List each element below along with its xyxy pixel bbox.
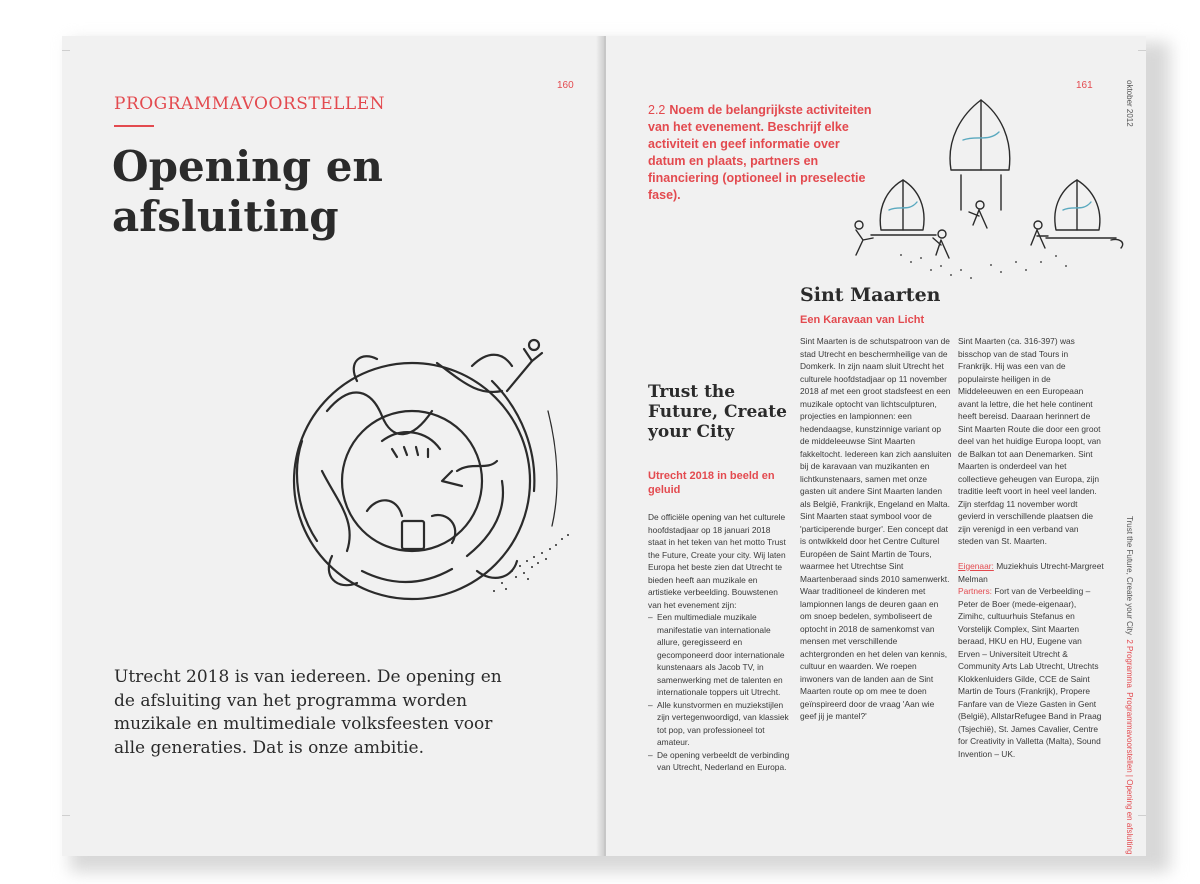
sint-maarten-subtitle: Een Karavaan van Licht: [800, 314, 925, 326]
trust-bullet: – Een multimediale muzikale manifestatie van internationale allure, geregisseerd en gecomponeerd door internationale kunstenaars als Jacob TV, in samenwerking met de talenten en internationale toppers uit Utrecht.: [648, 611, 790, 699]
crop-mark: [62, 50, 70, 51]
running-head-b: 2 Programma: [1125, 639, 1134, 688]
side-date: oktober 2012: [1125, 80, 1134, 127]
sint-body-1: Sint Maarten is de schutspatroon van de stad Utrecht en beschermheilige van de Domkerk. In zijn naam sluit Utrecht het culturele hoofdstadjaar op 11 november 2018 af met een groot stadsfeest en een muzikale optocht van lichtsculpturen, projecties en lampionnen: een hedendaagse, kunstzinnige variant op de middeleeuwse Sint Maarten fakkeltocht. Iedereen kan zich aansluiten bij de karavaan van muzikanten en lichtkunstenaars, samen met onze gasten uit andere Sint Maarten landen als België, Frankrijk, Engeland en Malta. Sint Maarten staat symbool voor de 'participerende burger'. Een concept dat is ontwikkeld door het Centre Culturel Européen de Saint Martin de Tours, waarmee het Utrechtse Sint Maartenberaad sinds 2010 samenwerkt. Waar traditioneel de kinderen met lampionnen langs de deuren gaan en om snoep bedelen, symboliseert de optocht in 2018 de samenkomst van mensen met verschillende achtergronden en het delen van kennis, cultuur en waarden. We roepen inwoners van de landen aan de Sint Maarten route op om mee te doen geïnspireerd door de vraag 'Aan wie geef jij je mantel?': [800, 336, 952, 721]
crop-mark: [1138, 815, 1146, 816]
right-page: [606, 36, 1146, 856]
owner-label: Eigenaar:: [958, 561, 994, 571]
running-head-a: Trust the Future, Create your City: [1125, 516, 1134, 635]
page-number-left: 160: [557, 80, 574, 91]
sint-body-column-2: [958, 335, 1104, 760]
trust-bullet: – De opening verbeeldt de verbinding van Utrecht, Nederland en Europa.: [648, 749, 790, 774]
page-number-right: 161: [1076, 80, 1093, 91]
crop-mark: [1138, 50, 1146, 51]
trust-body: De officiële opening van het culturele hoofdstadjaar op 18 januari 2018 staat in het teken van het motto Trust the Future, Create your city. Wij laten Europa het beste zien dat Utrecht te bieden heeft aan muzikale en artistieke verbeelding. Bouwstenen van het evenement zijn:: [648, 512, 786, 610]
partners-value: Fort van de Verbeelding – Peter de Boer (mede-eigenaar), Zimihc, cultuurhuis Stefanus en Vorstelijk Complex, Sint Maarten beraad, HKU en HU, Eugene van Erven – Universiteit Utrecht & Community Arts Lab Utrecht, Utrechts Klokkenluiders Gilde, CCE de Saint Martin de Tours (Frankrijk), Propere Fanfare van de Vieze Gasten in Gent (België), AllstarRefugee Band in Praag (Tsjechië), St. James Cavalier, Centre for Creativity in Valletta (Malta), Sound Invention – UK.: [958, 586, 1102, 759]
side-running-head: [1122, 516, 1134, 855]
mitre-lantern-procession-illustration: [841, 80, 1131, 295]
page-title: Opening en afsluiting: [112, 142, 383, 241]
sint-body-column-1: [800, 335, 952, 723]
trust-title: Trust the Future, Create your City: [648, 382, 787, 442]
running-head-c: Programmavoorstellen | Opening en afsluiting: [1125, 692, 1134, 855]
question-number: 2.2: [648, 103, 666, 117]
owner-line: [958, 560, 1104, 585]
trust-body-column: [648, 511, 790, 774]
section-rule: [114, 125, 154, 127]
left-page: [62, 36, 602, 856]
sint-maarten-title: Sint Maarten: [800, 284, 941, 306]
question-text: Noem de belangrijkste activiteiten van het evenement. Beschrijf elke activiteit en geef informatie over datum en plaats, partners en financiering (optioneel in preselectie fase).: [648, 103, 872, 202]
owner-value: Muziekhuis Utrecht-Margreet Melman: [958, 561, 1104, 584]
trust-subtitle: Utrecht 2018 in beeld en geluid: [648, 470, 775, 496]
crop-mark: [62, 815, 70, 816]
trust-bullet-list: [648, 611, 790, 774]
intro-paragraph: Utrecht 2018 is van iedereen. De opening en de afsluiting van het programma worden muzikale en multimediale volksfeesten voor alle generaties. Dat is onze ambitie.: [114, 667, 502, 758]
rolling-people-ball-illustration: [262, 321, 582, 651]
trust-bullet: – Alle kunstvormen en muziekstijlen zijn vertegenwoordigd, van klassiek tot pop, van professioneel tot amateur.: [648, 699, 790, 749]
sint-body-2: Sint Maarten (ca. 316-397) was bisschop van de stad Tours in Frankrijk. Hij was een van de populairste heiligen in de Middeleeuwen en een Europeaan avant la lettre, die het hele continent heeft bereisd. Daaraan herinnert de Sint Maarten Route die door een groot deel van het huidige Europa loopt, van de Balkan tot aan Denemarken. Sint Maarten is onderdeel van het collectieve geheugen van Europa, zijn traditie leeft voort in heel veel landen. Zijn sterfdag 11 november wordt gevierd in verschillende plaatsen die zijn verenigd in een verband van steden van St. Maarten.: [958, 336, 1101, 546]
section-label: PROGRAMMAVOORSTELLEN: [114, 94, 385, 114]
partners-label: Partners:: [958, 586, 992, 596]
partners-line: [958, 585, 1104, 760]
